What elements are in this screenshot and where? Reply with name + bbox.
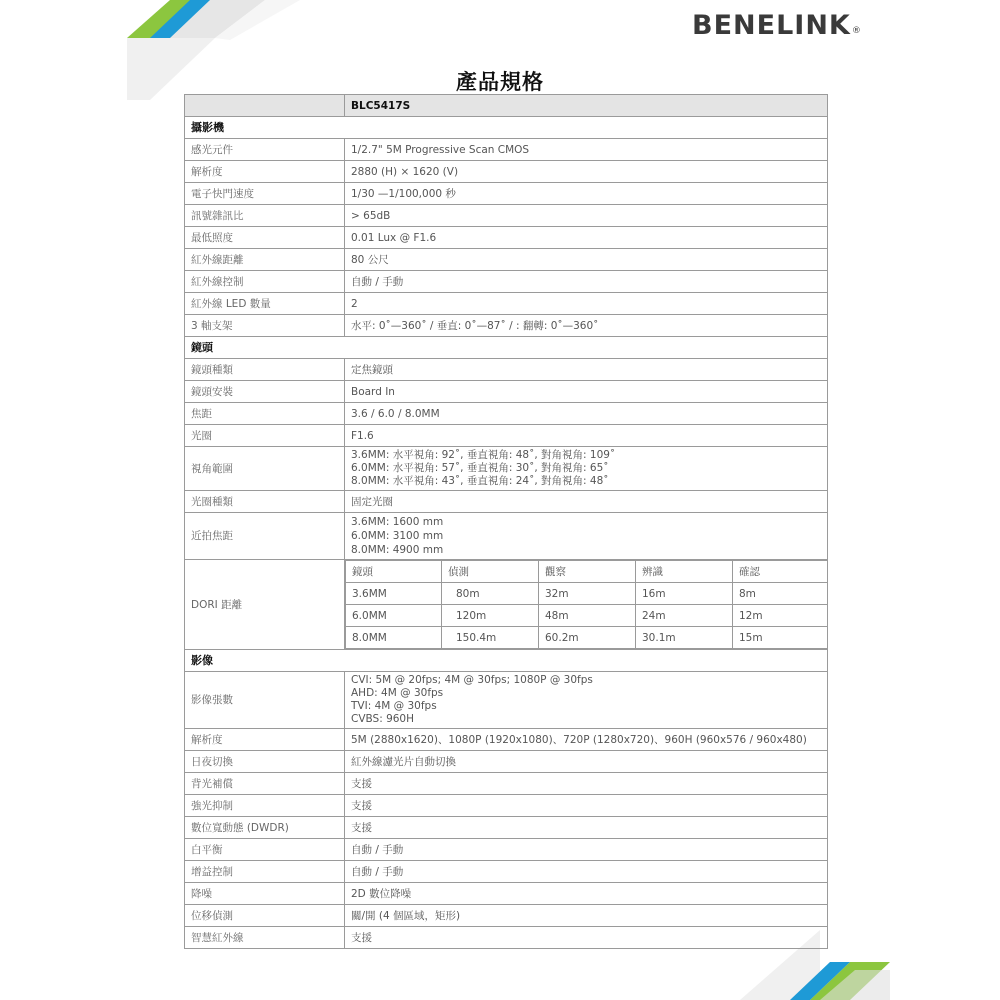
spec-value-line: 6.0MM: 水平視角: 57˚, 垂直視角: 30˚, 對角視角: 65˚ — [351, 462, 609, 474]
spec-value: Board In — [345, 381, 828, 403]
dori-cell: 15m — [733, 627, 828, 649]
dori-cell: 24m — [636, 605, 733, 627]
spec-row — [185, 861, 828, 883]
spec-row — [185, 359, 828, 381]
dori-cell: 150.4m — [442, 627, 539, 649]
dori-cell: 80m — [442, 583, 539, 605]
spec-value: 1/2.7" 5M Progressive Scan CMOS — [345, 139, 828, 161]
dori-header-row — [346, 561, 828, 583]
spec-row — [185, 883, 828, 905]
spec-row — [185, 839, 828, 861]
spec-label: 焦距 — [185, 403, 345, 425]
spec-label: 數位寬動態 (DWDR) — [185, 817, 345, 839]
spec-value-line: 6.0MM: 3100 mm — [351, 530, 444, 542]
model-label-cell — [185, 95, 345, 117]
spec-value-line: 3.6MM: 1600 mm — [351, 516, 444, 528]
spec-row — [185, 249, 828, 271]
spec-label: 紅外線 LED 數量 — [185, 293, 345, 315]
spec-row — [185, 403, 828, 425]
spec-value: 2880 (H) × 1620 (V) — [345, 161, 828, 183]
spec-value: 固定光圈 — [345, 491, 828, 513]
spec-value: 2 — [345, 293, 828, 315]
dori-header-cell: 確認 — [733, 561, 828, 583]
spec-label: 3 軸支架 — [185, 315, 345, 337]
spec-value: 自動 / 手動 — [345, 839, 828, 861]
spec-row — [185, 491, 828, 513]
spec-row — [185, 425, 828, 447]
spec-row — [185, 751, 828, 773]
spec-label: 感光元件 — [185, 139, 345, 161]
spec-label: 背光補償 — [185, 773, 345, 795]
spec-value-line: 3.6MM: 水平視角: 92˚, 垂直視角: 48˚, 對角視角: 109˚ — [351, 449, 616, 461]
dori-cell: 8.0MM — [346, 627, 442, 649]
dori-header-cell: 偵測 — [442, 561, 539, 583]
spec-label: 鏡頭種類 — [185, 359, 345, 381]
spec-value: 80 公尺 — [345, 249, 828, 271]
spec-label: 光圈種類 — [185, 491, 345, 513]
spec-row — [185, 183, 828, 205]
dori-header-cell: 觀察 — [539, 561, 636, 583]
spec-label: 視角範圍 — [185, 447, 345, 491]
spec-row — [185, 381, 828, 403]
section-image — [185, 650, 828, 672]
dori-header-cell: 鏡頭 — [346, 561, 442, 583]
spec-value: > 65dB — [345, 205, 828, 227]
spec-label: 紅外線控制 — [185, 271, 345, 293]
spec-value-line: TVI: 4M @ 30fps — [351, 700, 437, 712]
spec-label: 近拍焦距 — [185, 513, 345, 560]
dori-data-row — [346, 627, 828, 649]
spec-value: F1.6 — [345, 425, 828, 447]
dori-cell: 12m — [733, 605, 828, 627]
dori-table — [345, 560, 828, 649]
spec-value: 紅外線濾光片自動切換 — [345, 751, 828, 773]
spec-value: 定焦鏡頭 — [345, 359, 828, 381]
spec-value: 2D 數位降噪 — [345, 883, 828, 905]
dori-cell: 48m — [539, 605, 636, 627]
spec-label: 影像張數 — [185, 672, 345, 729]
spec-row — [185, 227, 828, 249]
page-title: 產品規格 — [456, 70, 544, 94]
spec-label: 位移偵測 — [185, 905, 345, 927]
model-row — [185, 95, 828, 117]
spec-row — [185, 205, 828, 227]
model-name: BLC5417S — [345, 95, 828, 117]
spec-value: 5M (2880x1620)、1080P (1920x1080)、720P (1280x720)、960H (960x576 / 960x480) — [345, 729, 828, 751]
spec-label: 最低照度 — [185, 227, 345, 249]
dori-data-row — [346, 605, 828, 627]
dori-cell: 8m — [733, 583, 828, 605]
spec-label: 降噪 — [185, 883, 345, 905]
section-camera — [185, 117, 828, 139]
section-heading: 攝影機 — [185, 117, 828, 139]
dori-cell: 3.6MM — [346, 583, 442, 605]
spec-row — [185, 817, 828, 839]
spec-row — [185, 927, 828, 949]
spec-label: 電子快門速度 — [185, 183, 345, 205]
spec-value: 水平: 0˚—360˚ / 垂直: 0˚—87˚ / : 翻轉: 0˚—360˚ — [345, 315, 828, 337]
spec-value-line: AHD: 4M @ 30fps — [351, 687, 444, 699]
dori-cell: 120m — [442, 605, 539, 627]
spec-label: 增益控制 — [185, 861, 345, 883]
spec-row — [185, 773, 828, 795]
spec-label: 訊號雜訊比 — [185, 205, 345, 227]
spec-value: 1/30 —1/100,000 秒 — [345, 183, 828, 205]
spec-row — [185, 161, 828, 183]
spec-table-body — [185, 95, 828, 949]
spec-row — [185, 271, 828, 293]
spec-value-lines — [345, 672, 828, 729]
spec-value: 支援 — [345, 927, 828, 949]
section-heading: 影像 — [185, 650, 828, 672]
dori-data-row — [346, 583, 828, 605]
spec-label: 白平衡 — [185, 839, 345, 861]
spec-label: 鏡頭安裝 — [185, 381, 345, 403]
dori-header-cell: 辨識 — [636, 561, 733, 583]
spec-label: 光圈 — [185, 425, 345, 447]
spec-value: 關/開 (4 個區域，矩形) — [345, 905, 828, 927]
spec-value-line: 8.0MM: 4900 mm — [351, 544, 444, 556]
dori-cell: 6.0MM — [346, 605, 442, 627]
spec-row — [185, 905, 828, 927]
spec-value: 支援 — [345, 795, 828, 817]
section-lens — [185, 337, 828, 359]
spec-row — [185, 315, 828, 337]
spec-row — [185, 139, 828, 161]
spec-value-line: CVBS: 960H — [351, 713, 415, 725]
brand-logo-text: BENELINK — [692, 10, 851, 41]
spec-value: 自動 / 手動 — [345, 861, 828, 883]
spec-table — [184, 94, 828, 949]
spec-value-line: CVI: 5M @ 20fps; 4M @ 30fps; 1080P @ 30fps — [351, 674, 593, 686]
dori-cell: 16m — [636, 583, 733, 605]
dori-row — [185, 560, 828, 650]
spec-row-multiline — [185, 513, 828, 560]
spec-row-multiline — [185, 672, 828, 729]
spec-label: 解析度 — [185, 161, 345, 183]
dori-cell: 32m — [539, 583, 636, 605]
spec-value-lines — [345, 513, 828, 560]
section-heading: 鏡頭 — [185, 337, 828, 359]
spec-label: 強光抑制 — [185, 795, 345, 817]
brand-logo — [692, 10, 862, 41]
spec-label: 紅外線距離 — [185, 249, 345, 271]
spec-value: 支援 — [345, 817, 828, 839]
spec-value-lines — [345, 447, 828, 491]
spec-row — [185, 729, 828, 751]
spec-label: 智慧紅外線 — [185, 927, 345, 949]
spec-value-line: 8.0MM: 水平視角: 43˚, 垂直視角: 24˚, 對角視角: 48˚ — [351, 475, 609, 487]
dori-table-cell — [345, 560, 828, 650]
spec-label: DORI 距離 — [185, 560, 345, 650]
spec-value: 3.6 / 6.0 / 8.0MM — [345, 403, 828, 425]
spec-row — [185, 795, 828, 817]
spec-label: 日夜切換 — [185, 751, 345, 773]
spec-value: 0.01 Lux @ F1.6 — [345, 227, 828, 249]
registered-mark: ® — [851, 26, 862, 36]
spec-row — [185, 293, 828, 315]
spec-value: 支援 — [345, 773, 828, 795]
dori-cell: 60.2m — [539, 627, 636, 649]
spec-label: 解析度 — [185, 729, 345, 751]
dori-cell: 30.1m — [636, 627, 733, 649]
spec-value: 自動 / 手動 — [345, 271, 828, 293]
spec-row-multiline — [185, 447, 828, 491]
